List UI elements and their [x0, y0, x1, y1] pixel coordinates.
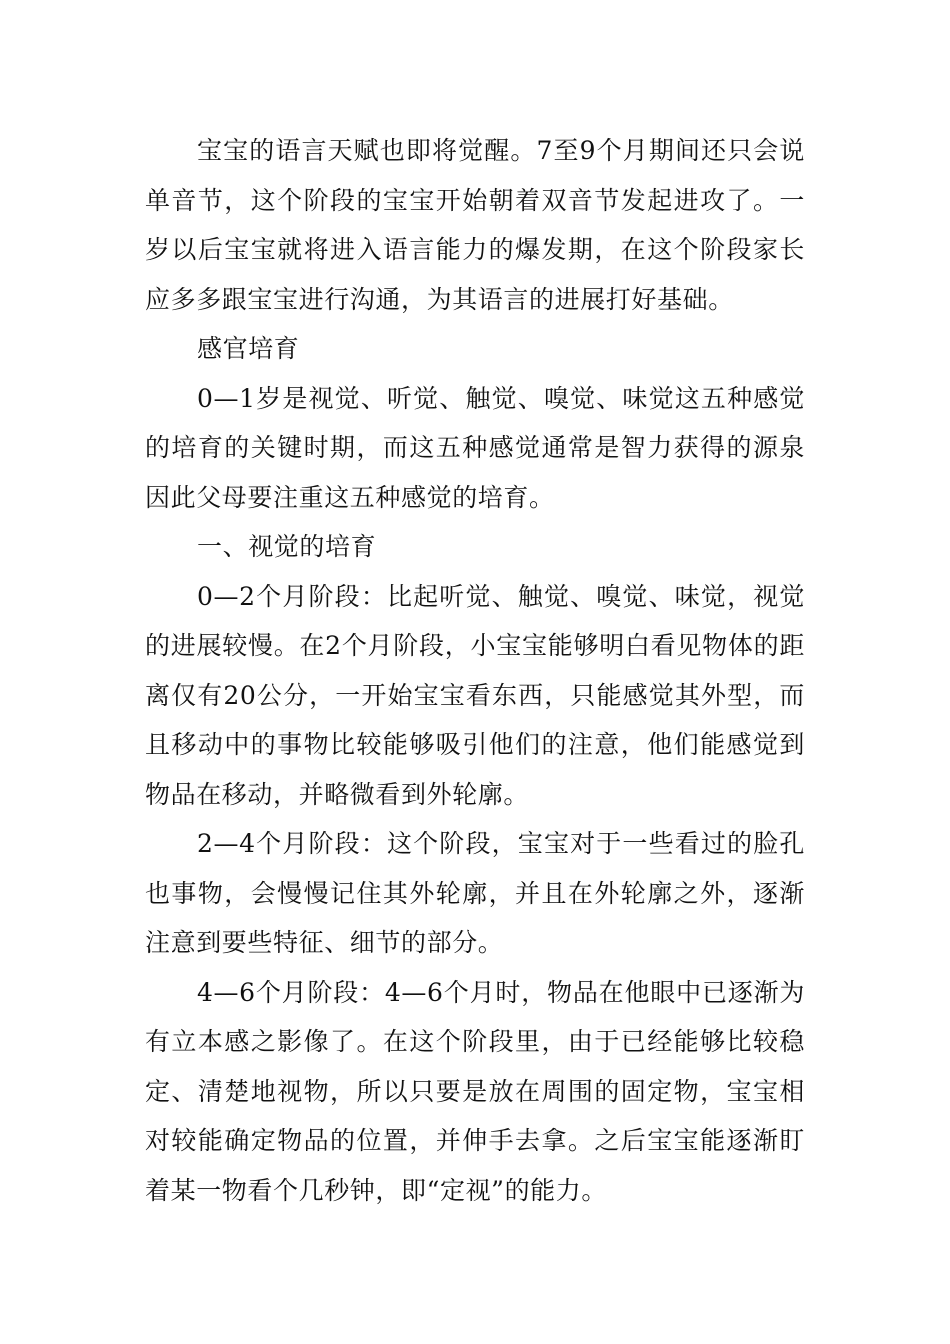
heading-sensory-training: 感官培育	[197, 334, 300, 363]
heading-visual-training: 一、视觉的培育	[197, 532, 377, 561]
paragraph-2-4-months: 2—4个月阶段：这个阶段，宝宝对于一些看过的脸孔也事物，会慢慢记住其外轮廓，并且在外轮廓之外，逐渐注意到要些特征、细节的部分。	[145, 829, 805, 957]
document-page	[145, 126, 805, 1215]
paragraph-0-2-months: 0—2个月阶段：比起听觉、触觉、嗅觉、味觉，视觉的进展较慢。在2个月阶段，小宝宝能够明白看见物体的距离仅有20公分，一开始宝宝看东西，只能感觉其外型，而且移动中的事物比较能够吸引他们的注意，他们能感觉到物品在移动，并略微看到外轮廓。	[145, 581, 805, 809]
paragraph-4-6-months: 4—6个月阶段：4—6个月时，物品在他眼中已逐渐为有立本感之影像了。在这个阶段里，由于已经能够比较稳定、清楚地视物，所以只要是放在周围的固定物，宝宝相对较能确定物品的位置，并伸手去拿。之后宝宝能逐渐盯着某一物看个几秒钟，即“定视”的能力。	[145, 977, 805, 1205]
paragraph-five-senses: 0—1岁是视觉、听觉、触觉、嗅觉、味觉这五种感觉的培育的关键时期，而这五种感觉通常是智力获得的源泉因此父母要注重这五种感觉的培育。	[145, 383, 805, 512]
paragraph-language-development: 宝宝的语言天赋也即将觉醒。7至9个月期间还只会说单音节，这个阶段的宝宝开始朝着双音节发起进攻了。一岁以后宝宝就将进入语言能力的爆发期，在这个阶段家长应多多跟宝宝进行沟通，为其语言的进展打好基础。	[145, 136, 805, 314]
